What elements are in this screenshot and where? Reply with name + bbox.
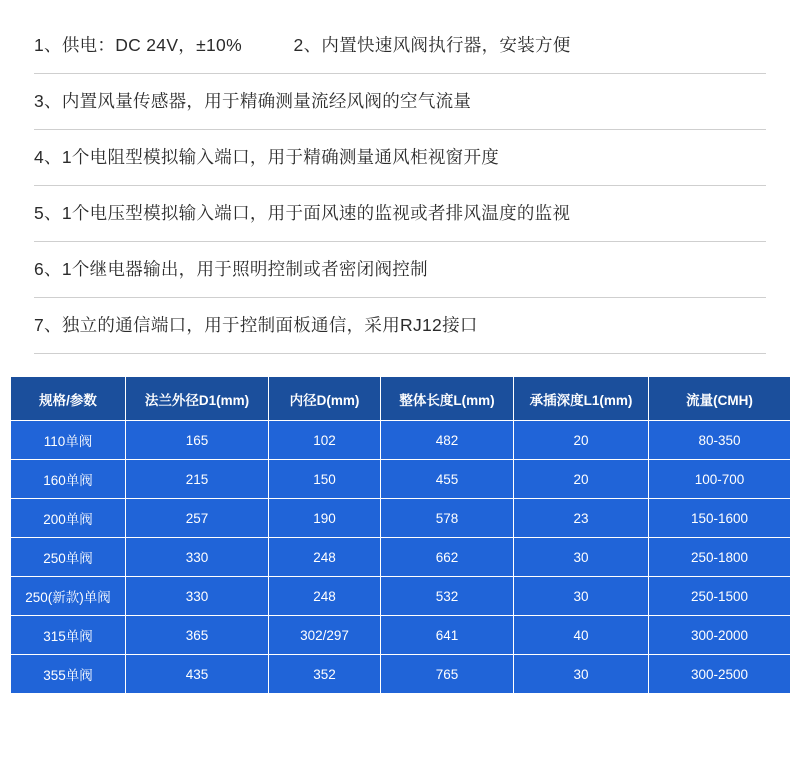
table-cell: 330 xyxy=(126,577,269,616)
column-header: 内径D(mm) xyxy=(269,377,381,421)
column-header: 承插深度L1(mm) xyxy=(514,377,649,421)
table-cell: 20 xyxy=(514,460,649,499)
table-row xyxy=(11,460,791,499)
table-header xyxy=(11,377,791,421)
table-cell: 100-700 xyxy=(649,460,791,499)
table-cell: 765 xyxy=(381,655,514,694)
table-cell: 257 xyxy=(126,499,269,538)
table-cell: 250-1500 xyxy=(649,577,791,616)
feature-text: 7、独立的通信端口，用于控制面板通信，采用RJ12接口 xyxy=(34,315,478,336)
table-cell: 23 xyxy=(514,499,649,538)
column-header: 流量(CMH) xyxy=(649,377,791,421)
table-cell: 355单阀 xyxy=(11,655,126,694)
spec-table-container xyxy=(0,376,800,694)
table-cell: 165 xyxy=(126,421,269,460)
table-row xyxy=(11,577,791,616)
feature-text: 6、1个继电器输出，用于照明控制或者密闭阀控制 xyxy=(34,259,428,280)
table-row xyxy=(11,616,791,655)
table-cell: 250(新款)单阀 xyxy=(11,577,126,616)
table-cell: 150-1600 xyxy=(649,499,791,538)
table-cell: 662 xyxy=(381,538,514,577)
table-cell: 248 xyxy=(269,577,381,616)
table-cell: 40 xyxy=(514,616,649,655)
table-row xyxy=(11,421,791,460)
table-cell: 302/297 xyxy=(269,616,381,655)
feature-text: 4、1个电阻型模拟输入端口，用于精确测量通风柜视窗开度 xyxy=(34,147,500,168)
table-cell: 455 xyxy=(381,460,514,499)
table-cell: 248 xyxy=(269,538,381,577)
table-cell: 435 xyxy=(126,655,269,694)
table-cell: 200单阀 xyxy=(11,499,126,538)
spec-table xyxy=(10,376,791,694)
list-item xyxy=(34,242,766,298)
column-header: 整体长度L(mm) xyxy=(381,377,514,421)
table-header-row xyxy=(11,377,791,421)
table-cell: 30 xyxy=(514,538,649,577)
table-cell: 365 xyxy=(126,616,269,655)
list-item xyxy=(34,130,766,186)
table-cell: 30 xyxy=(514,655,649,694)
list-item xyxy=(34,186,766,242)
table-cell: 30 xyxy=(514,577,649,616)
table-row xyxy=(11,655,791,694)
column-header: 法兰外径D1(mm) xyxy=(126,377,269,421)
list-item xyxy=(34,74,766,130)
table-cell: 110单阀 xyxy=(11,421,126,460)
list-item xyxy=(34,298,766,354)
table-cell: 352 xyxy=(269,655,381,694)
table-cell: 250单阀 xyxy=(11,538,126,577)
table-cell: 160单阀 xyxy=(11,460,126,499)
table-body xyxy=(11,421,791,694)
table-row xyxy=(11,538,791,577)
table-cell: 330 xyxy=(126,538,269,577)
table-cell: 102 xyxy=(269,421,381,460)
table-cell: 641 xyxy=(381,616,514,655)
table-cell: 150 xyxy=(269,460,381,499)
feature-text: 5、1个电压型模拟输入端口，用于面风速的监视或者排风温度的监视 xyxy=(34,203,571,224)
list-item xyxy=(34,18,766,74)
table-cell: 532 xyxy=(381,577,514,616)
table-cell: 80-350 xyxy=(649,421,791,460)
feature-text: 3、内置风量传感器，用于精确测量流经风阀的空气流量 xyxy=(34,91,472,112)
feature-text: 1、供电：DC 24V，±10% 2、内置快速风阀执行器，安装方便 xyxy=(34,35,571,56)
table-cell: 250-1800 xyxy=(649,538,791,577)
table-cell: 578 xyxy=(381,499,514,538)
table-cell: 20 xyxy=(514,421,649,460)
table-cell: 215 xyxy=(126,460,269,499)
table-cell: 300-2000 xyxy=(649,616,791,655)
column-header: 规格/参数 xyxy=(11,377,126,421)
table-cell: 190 xyxy=(269,499,381,538)
table-row xyxy=(11,499,791,538)
feature-list xyxy=(0,18,800,354)
table-cell: 300-2500 xyxy=(649,655,791,694)
table-cell: 315单阀 xyxy=(11,616,126,655)
table-cell: 482 xyxy=(381,421,514,460)
